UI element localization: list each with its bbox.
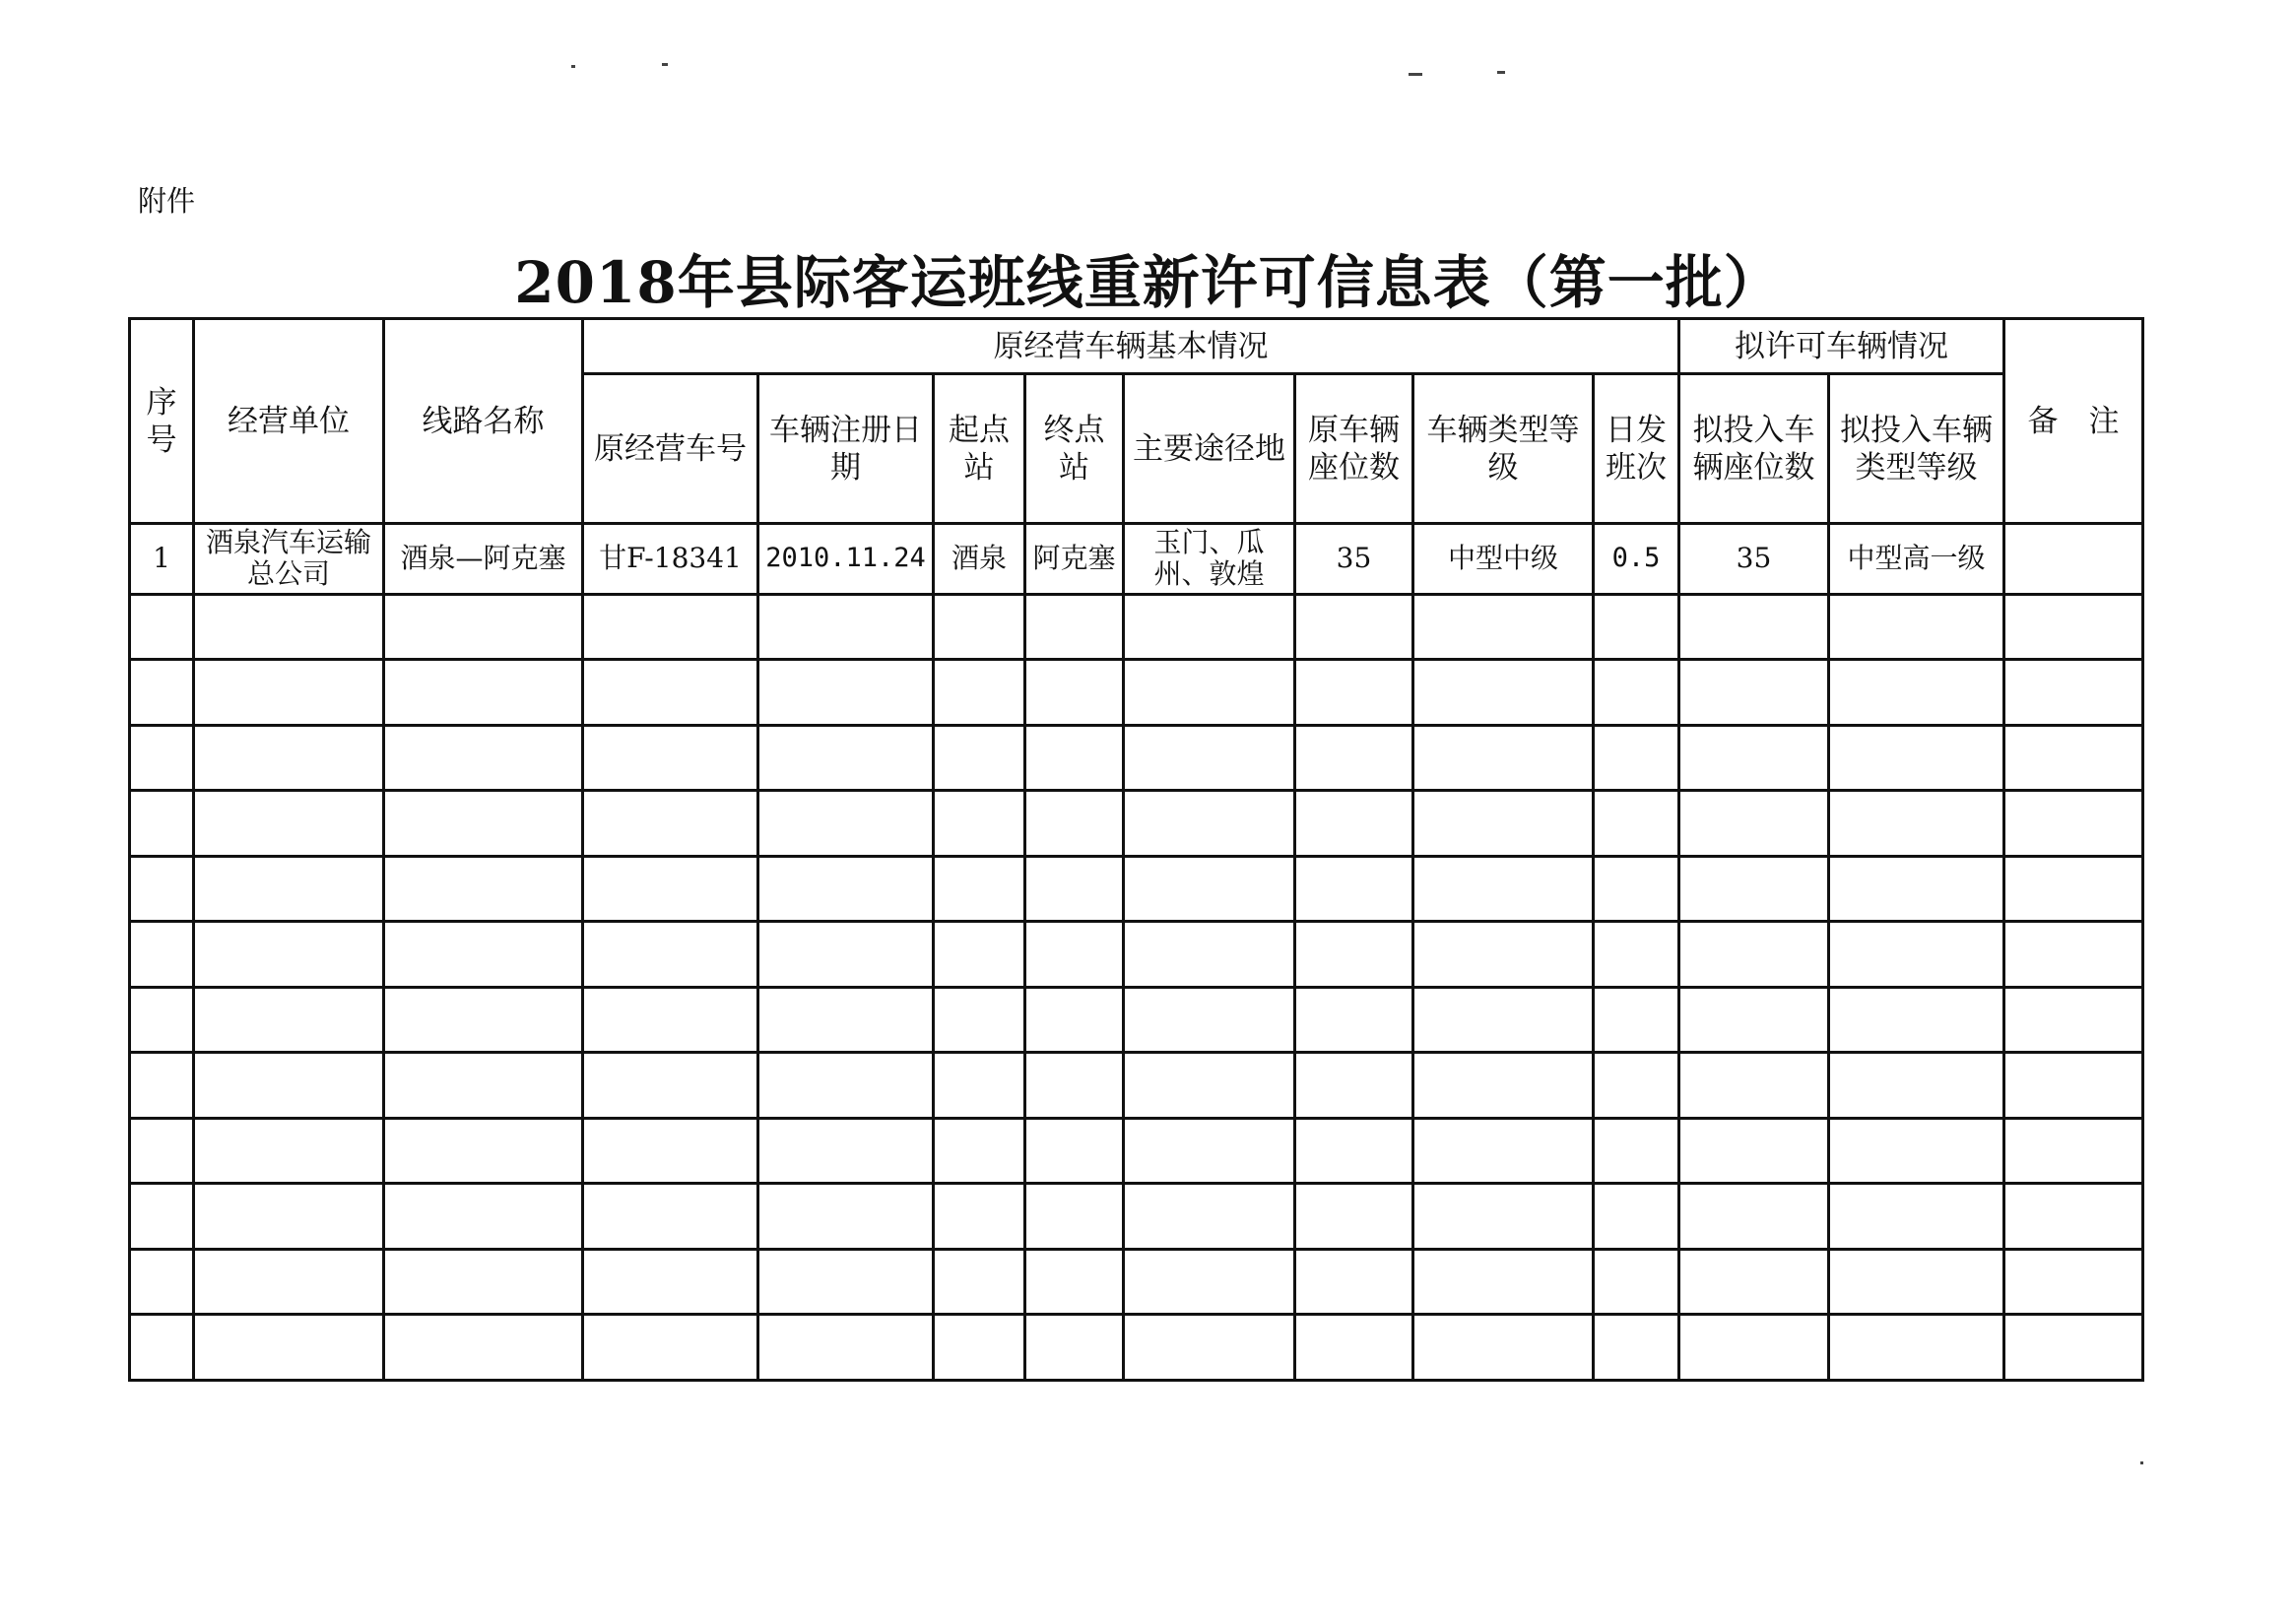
cell-origin: 酒泉 [934, 524, 1025, 595]
empty-row [130, 856, 2143, 922]
header-new-class: 拟投入车辆类型等级 [1829, 374, 2004, 524]
cell-route-name: 酒泉—阿克塞 [384, 524, 583, 595]
header-group-proposed: 拟许可车辆情况 [1679, 319, 2004, 374]
empty-row [130, 791, 2143, 857]
cell-new-class: 中型高一级 [1829, 524, 2004, 595]
empty-row [130, 1053, 2143, 1119]
empty-row [130, 594, 2143, 660]
cell-plate: 甘F-18341 [583, 524, 758, 595]
empty-row [130, 725, 2143, 791]
header-remarks: 备 注 [2004, 319, 2143, 524]
scan-speck [1409, 73, 1422, 76]
empty-row [130, 1249, 2143, 1315]
cell-reg-date: 2010.11.24 [758, 524, 934, 595]
empty-row [130, 660, 2143, 726]
cell-terminus: 阿克塞 [1025, 524, 1124, 595]
cell-via: 玉门、瓜州、敦煌 [1124, 524, 1295, 595]
cell-seq: 1 [130, 524, 194, 595]
cell-operator: 酒泉汽车运输总公司 [194, 524, 384, 595]
header-plate: 原经营车号 [583, 374, 758, 524]
header-vehicle-class: 车辆类型等级 [1413, 374, 1594, 524]
header-route-name: 线路名称 [384, 319, 583, 524]
cell-orig-seats: 35 [1295, 524, 1413, 595]
page-title: 2018年县际客运班线重新许可信息表（第一批） [514, 249, 1782, 316]
header-seq: 序号 [130, 319, 194, 524]
annex-label: 附件 [138, 184, 196, 218]
table-row [130, 524, 2143, 595]
empty-row [130, 1315, 2143, 1381]
cell-vehicle-class: 中型中级 [1413, 524, 1594, 595]
empty-row [130, 1184, 2143, 1250]
scan-speck [1497, 71, 1505, 74]
header-terminus: 终点站 [1025, 374, 1124, 524]
cell-remarks [2004, 524, 2143, 595]
cell-new-seats: 35 [1679, 524, 1829, 595]
header-orig-seats: 原车辆座位数 [1295, 374, 1413, 524]
header-new-seats: 拟投入车辆座位数 [1679, 374, 1829, 524]
empty-row [130, 987, 2143, 1053]
empty-row [130, 922, 2143, 988]
scan-speck [2140, 1461, 2143, 1464]
empty-row [130, 1118, 2143, 1184]
header-via: 主要途径地 [1124, 374, 1295, 524]
scan-speck [571, 65, 575, 68]
header-origin: 起点站 [934, 374, 1025, 524]
cell-daily-trips: 0.5 [1594, 524, 1679, 595]
header-group-original: 原经营车辆基本情况 [583, 319, 1679, 374]
permit-table [128, 317, 2144, 1382]
header-daily-trips: 日发班次 [1594, 374, 1679, 524]
header-reg-date: 车辆注册日期 [758, 374, 934, 524]
header-operator: 经营单位 [194, 319, 384, 524]
scan-speck [662, 63, 668, 66]
